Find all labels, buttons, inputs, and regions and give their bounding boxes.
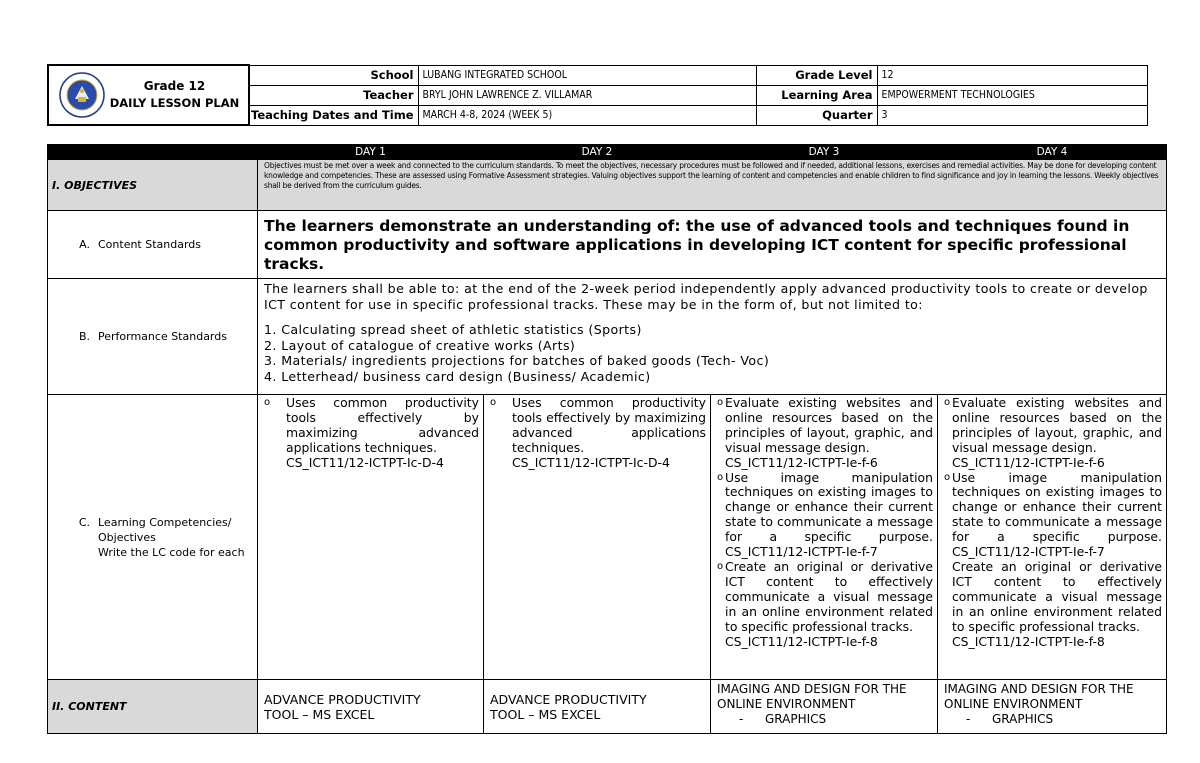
competencies-day-4	[938, 395, 1167, 680]
teaching-dates-value: MARCH 4-8, 2024 (WEEK 5)	[418, 105, 756, 125]
quarter-value: 3	[877, 105, 1147, 125]
competency-text: Use image manipulation techniques on existing images to change or enhance their current state to communicate a message for a specific purpose. CS_ICT11/12-ICTPT-Ie-f-7	[725, 469, 933, 560]
competencies-label-cell	[48, 395, 258, 680]
content-line: TOOL – MS EXCEL	[264, 707, 375, 722]
competency-code: CS_ICT11/12-ICTPT-Ie-f-8	[952, 633, 1105, 649]
competency-code: CS_ICT11/12-ICTPT-Ie-f-8	[725, 633, 878, 649]
competencies-label: Objectives	[98, 530, 156, 544]
competencies-day-1	[258, 395, 484, 680]
quarter-label: Quarter	[756, 105, 877, 125]
performance-standards-text	[258, 279, 1167, 395]
header-table	[47, 64, 1148, 126]
competency-text: Create an original or derivative ICT content to effectively communicate a visual message in an online environment related to specific professional tracks.	[952, 558, 1162, 634]
day-header-row	[48, 145, 1167, 160]
content-day-2	[484, 680, 711, 734]
content-standards-text: The learners demonstrate an understanding of: the use of advanced tools and techniques found in common productivity and software applications in developing ICT content for specific professional tracks.	[258, 211, 1167, 279]
competencies-label: Learning Competencies/	[98, 515, 232, 529]
competency-text: Evaluate existing websites and online resources based on the principles of layout, graphic, and visual message design.	[725, 395, 933, 455]
day-3-header: DAY 3	[711, 145, 938, 160]
grade-title: Grade 12	[143, 79, 206, 93]
competency-code: CS_ICT11/12-ICTPT-Ie-f-6	[952, 454, 1105, 470]
performance-standards-label-cell	[48, 279, 258, 395]
content-line: ADVANCE PRODUCTIVITY	[490, 692, 647, 707]
content-standards-label-cell	[48, 211, 258, 279]
competencies-day-2	[484, 395, 711, 680]
objectives-row	[48, 160, 1167, 211]
objectives-label: I. OBJECTIVES	[48, 160, 258, 211]
competency-code: CS_ICT11/12-ICTPT-Ie-f-6	[725, 454, 878, 470]
day-4-header: DAY 4	[938, 145, 1167, 160]
competency-code: CS_ICT11/12-ICTPT-Ic-D-4	[512, 454, 670, 470]
objectives-note: Objectives must be met over a week and connected to the curriculum standards. To meet the objectives, necessary procedures must be followed and if needed, additional lessons, exercises and remedial activities. May be done for developing content knowledge and competencies. These are assessed using Formative Assessment strategies. Valuing objectives support the learning of content and competencies and enable children to find significance and joy in learning the lessons. Weekly objectives shall be derived from the curriculum guides.	[258, 160, 1167, 211]
bullet-icon: o	[717, 471, 724, 483]
header-brand	[48, 65, 249, 125]
teacher-label: Teacher	[249, 85, 418, 105]
performance-standards-num: B.	[78, 330, 90, 343]
content-line: TOOL – MS EXCEL	[490, 707, 601, 722]
grade-level-value: 12	[877, 65, 1147, 85]
performance-standards-row	[48, 279, 1167, 395]
competency-text: Use image manipulation techniques on existing images to change or enhance their current state to communicate a message for a specific purpose. CS_ICT11/12-ICTPT-Ie-f-7	[952, 469, 1162, 560]
school-label: School	[249, 65, 418, 85]
content-line: ONLINE ENVIRONMENT	[717, 697, 856, 711]
content-standards-row	[48, 211, 1167, 279]
day-2-header: DAY 2	[484, 145, 711, 160]
performance-item: 2. Layout of catalogue of creative works (Arts)	[264, 337, 576, 353]
school-value: LUBANG INTEGRATED SCHOOL	[418, 65, 756, 85]
competency-text: Evaluate existing websites and online resources based on the principles of layout, graphic, and visual message design.	[952, 395, 1162, 455]
competency-code: CS_ICT11/12-ICTPT-Ic-D-4	[286, 454, 444, 470]
competencies-num: C.	[78, 515, 90, 529]
bullet-icon: o	[717, 560, 724, 572]
content-line: IMAGING AND DESIGN FOR THE	[717, 682, 907, 696]
content-line: GRAPHICS	[765, 712, 827, 726]
teaching-dates-label: Teaching Dates and Time	[249, 105, 418, 125]
content-line: ADVANCE PRODUCTIVITY	[264, 692, 421, 707]
content-day-4	[938, 680, 1167, 734]
performance-intro: The learners shall be able to: at the end of the 2-week period independently apply advanced productivity tools to create or develop ICT content for use in specific professional tracks. These may be in the form of, but not limited to:	[264, 281, 1148, 312]
content-line: ONLINE ENVIRONMENT	[944, 697, 1083, 711]
content-standards-label: Content Standards	[98, 238, 202, 251]
lesson-plan-table	[47, 144, 1167, 734]
dash-icon: -	[966, 712, 971, 726]
competency-text: Uses common productivity tools effectively by maximizing advanced applications techniques.	[512, 395, 706, 455]
performance-standards-label: Performance Standards	[98, 330, 227, 343]
bullet-icon: o	[264, 397, 271, 408]
content-standards-num: A.	[79, 238, 90, 251]
dash-icon: -	[739, 712, 744, 726]
bullet-icon: o	[717, 397, 724, 408]
content-line: GRAPHICS	[992, 712, 1054, 726]
grade-level-label: Grade Level	[756, 65, 877, 85]
competency-text: Create an original or derivative ICT content to effectively communicate a visual message in an online environment related to specific professional tracks.	[725, 558, 933, 634]
competencies-day-3	[711, 395, 938, 680]
day-header-blank	[48, 145, 258, 160]
content-label: II. CONTENT	[48, 680, 258, 734]
learning-area-value: EMPOWERMENT TECHNOLOGIES	[877, 85, 1147, 105]
bullet-icon: o	[944, 471, 951, 483]
competency-text: Uses common productivity tools effectively by maximizing advanced applications techniques.	[286, 395, 479, 455]
content-day-1	[258, 680, 484, 734]
performance-item: 3. Materials/ ingredients projections for batches of baked goods (Tech- Voc)	[264, 353, 770, 368]
teacher-value: BRYL JOHN LAWRENCE Z. VILLAMAR	[418, 85, 756, 105]
plan-title: DAILY LESSON PLAN	[109, 96, 240, 110]
content-day-3	[711, 680, 938, 734]
content-row	[48, 680, 1167, 734]
competencies-row	[48, 395, 1167, 680]
day-1-header: DAY 1	[258, 145, 484, 160]
competencies-label: Write the LC code for each	[98, 545, 245, 559]
performance-item: 1. Calculating spread sheet of athletic statistics (Sports)	[264, 322, 642, 337]
performance-item: 4. Letterhead/ business card design (Business/ Academic)	[264, 368, 651, 384]
content-line: IMAGING AND DESIGN FOR THE	[944, 682, 1134, 696]
bullet-icon: o	[944, 397, 951, 408]
deped-seal-icon	[59, 72, 105, 118]
bullet-icon: o	[490, 397, 497, 408]
learning-area-label: Learning Area	[756, 85, 877, 105]
